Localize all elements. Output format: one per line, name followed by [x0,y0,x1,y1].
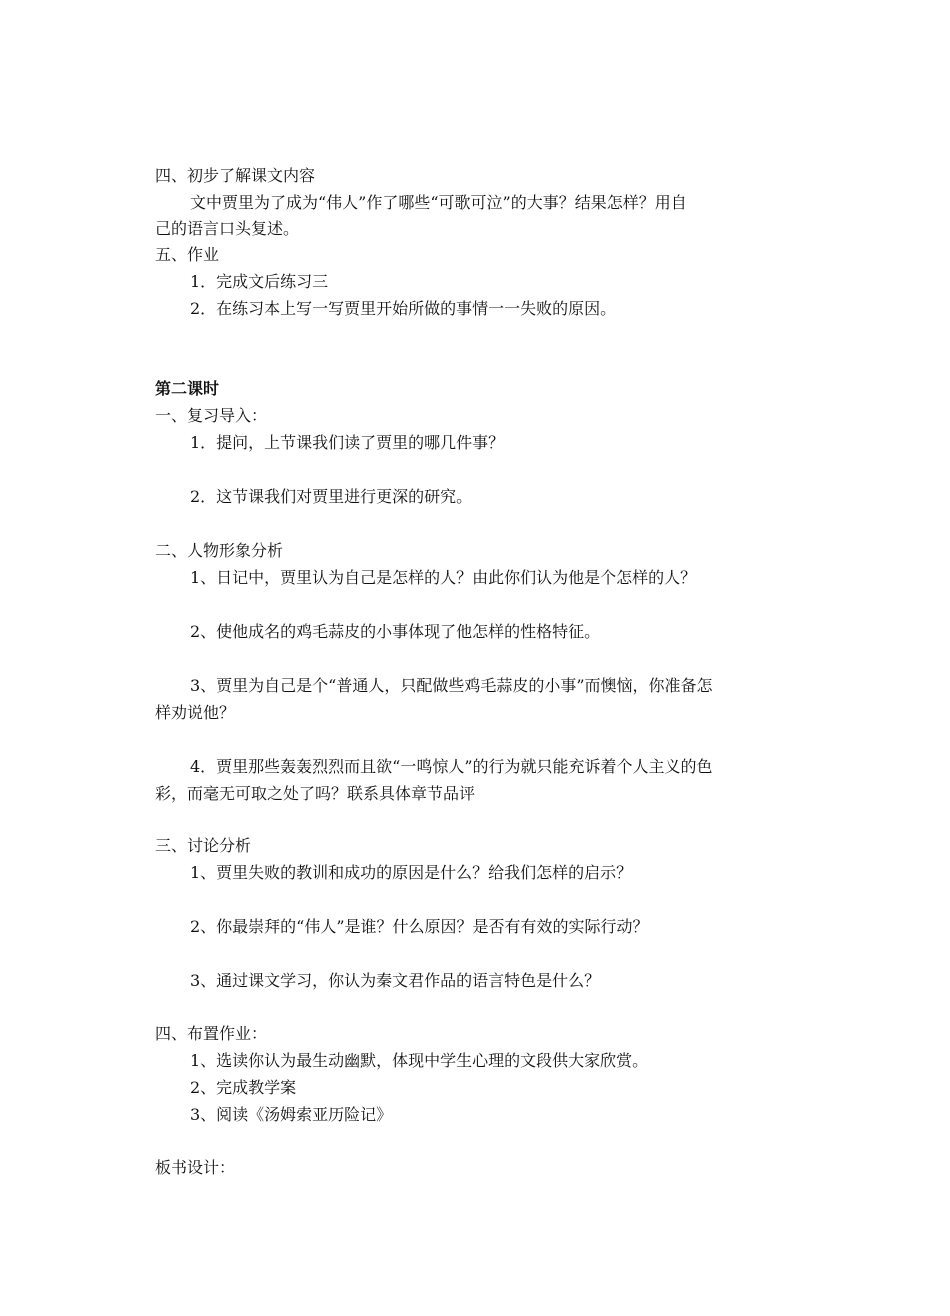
lesson-title: 第二课时 [155,379,220,398]
question-item: 4．贾里那些轰轰烈烈而且欲“一鸣惊人”的行为就只能充诉着个人主义的色 [190,757,713,776]
paragraph-line: 己的语言口头复述。 [155,219,300,238]
question-item: 2、使他成名的鸡毛蒜皮的小事体现了他怎样的性格特征。 [190,622,601,641]
section-heading-understand-text: 四、初步了解课文内容 [155,166,316,185]
question-item: 3、贾里为自己是个“普通人，只配做些鸡毛蒜皮的小事”而懊恼，你准备怎 [190,676,713,695]
question-item: 1、贾里失败的教训和成功的原因是什么？给我们怎样的启示？ [190,863,633,882]
list-item: 1、选读你认为最生动幽默，体现中学生心理的文段供大家欣赏。 [190,1051,649,1070]
section-heading-character-analysis: 二、人物形象分析 [155,541,284,560]
question-item: 1、日记中，贾里认为自己是怎样的人？由此你们认为他是个怎样的人？ [190,568,697,587]
paragraph-line: 文中贾里为了成为“伟人”作了哪些“可歌可泣”的大事？结果怎样？用自 [190,193,687,212]
question-item: 2、你最崇拜的“伟人”是谁？什么原因？是否有有效的实际行动？ [190,917,649,936]
list-item: 1．完成文后练习三 [190,272,329,291]
list-item: 1．提问，上节课我们读了贾里的哪几件事？ [190,433,505,452]
question-item: 3、通过课文学习，你认为秦文君作品的语言特色是什么？ [190,971,601,990]
section-heading-discussion: 三、讨论分析 [155,836,252,855]
section-heading-assignment: 四、布置作业： [155,1024,268,1043]
list-item: 2．这节课我们对贾里进行更深的研究。 [190,487,473,506]
section-heading-homework: 五、作业 [155,245,220,264]
section-heading-review: 一、复习导入： [155,406,268,425]
question-item-continuation: 样劝说他？ [155,703,236,722]
question-item-continuation: 彩，而毫无可取之处了吗？联系具体章节品评 [155,784,476,803]
list-item: 2、完成教学案 [190,1078,297,1097]
list-item: 3、阅读《汤姆索亚历险记》 [190,1105,393,1124]
board-design-label: 板书设计： [155,1158,236,1177]
list-item: 2．在练习本上写一写贾里开始所做的事情一一失败的原因。 [190,299,617,318]
